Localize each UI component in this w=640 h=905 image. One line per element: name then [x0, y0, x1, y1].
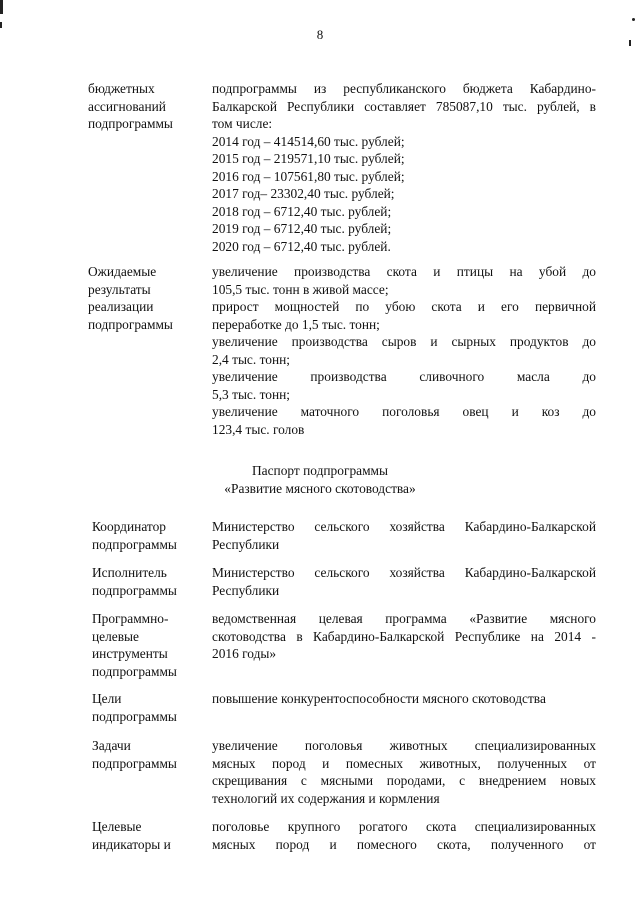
label-line: подпрограммы [88, 316, 173, 332]
content-line: Республики [212, 536, 280, 552]
scan-mark [0, 22, 2, 28]
budget-label [88, 80, 206, 133]
result-line: 105,5 тыс. тонн в живой массе; [212, 281, 389, 297]
goals-label [92, 690, 210, 725]
passport-heading [0, 462, 640, 497]
year-line: 2020 год – 6712,40 тыс. рублей. [212, 238, 391, 254]
content-line: повышение конкурентоспособности мясного скотоводства [212, 691, 546, 706]
label-line: индикаторы и [92, 836, 171, 852]
page-number: 8 [316, 27, 324, 42]
label-line: Ожидаемые [88, 264, 157, 279]
result-line: 2,4 тыс. тонн; [212, 351, 290, 367]
label-line: ассигнований [88, 98, 166, 114]
label-line: подпрограммы [92, 708, 177, 724]
result-line: переработке до 1,5 тыс. тонн; [212, 316, 380, 332]
label-line: Целевые [92, 819, 142, 834]
label-line: подпрограммы [88, 116, 173, 131]
budget-content [212, 80, 596, 255]
content-line: технологий их содержания и кормления [212, 790, 440, 806]
result-line: увеличение производства скота и птицы на убой до [212, 264, 596, 279]
result-line: увеличение производства сливочного масла до [212, 369, 596, 384]
instruments-content [212, 610, 596, 663]
content-line: скотоводства в Кабардино-Балкарской Республике на 2014 - [212, 628, 596, 644]
label-line: реализации [88, 299, 154, 314]
label-line: Задачи [92, 738, 131, 753]
label-line: подпрограммы [92, 536, 177, 552]
content-line: Министерство сельского хозяйства Кабардино-Балкарской [212, 519, 596, 534]
label-line: бюджетных [88, 81, 155, 96]
passport-title: Паспорт подпрограммы [251, 463, 389, 478]
label-line: Программно- [92, 611, 169, 626]
result-line: 5,3 тыс. тонн; [212, 386, 290, 402]
label-line: Координатор [92, 519, 166, 534]
content-line: 2016 годы» [212, 646, 277, 661]
label-line: подпрограммы [92, 663, 177, 679]
content-line: увеличение поголовья животных специализированных [212, 738, 596, 753]
year-line: 2019 год – 6712,40 тыс. рублей; [212, 221, 392, 236]
scan-mark [0, 0, 3, 14]
content-line: мясных пород и помесного скота, полученного от [212, 836, 596, 852]
scan-mark [632, 18, 635, 21]
content-line: Министерство сельского хозяйства Кабардино-Балкарской [212, 565, 596, 580]
content-line: ведомственная целевая программа «Развитие мясного [212, 611, 596, 626]
label-line: результаты [88, 281, 151, 297]
instruments-label [92, 610, 210, 680]
year-line: 2014 год – 414514,60 тыс. рублей; [212, 133, 405, 149]
results-content [212, 263, 596, 438]
label-line: подпрограммы [92, 582, 177, 598]
executor-label [92, 564, 210, 599]
result-line: увеличение производства сыров и сырных продуктов до [212, 334, 596, 349]
content-line: подпрограммы из республиканского бюджета Кабардино- [212, 81, 596, 96]
coordinator-content [212, 518, 596, 553]
scan-mark [629, 40, 631, 46]
result-line: увеличение маточного поголовья овец и коз до [212, 404, 596, 419]
content-line: том числе: [212, 116, 273, 131]
goals-content [212, 690, 596, 708]
coordinator-label [92, 518, 210, 553]
year-line: 2017 год– 23302,40 тыс. рублей; [212, 186, 395, 201]
result-line: 123,4 тыс. голов [212, 421, 305, 437]
executor-content [212, 564, 596, 599]
year-line: 2015 год – 219571,10 тыс. рублей; [212, 151, 405, 166]
label-line: инструменты [92, 646, 168, 661]
tasks-content [212, 737, 596, 807]
label-line: Исполнитель [92, 565, 167, 580]
content-line: поголовье крупного рогатого скота специализированных [212, 819, 596, 834]
content-line: Балкарской Республики составляет 785087,10 тыс. рублей, в [212, 98, 596, 114]
tasks-label [92, 737, 210, 772]
result-line: прирост мощностей по убою скота и его первичной [212, 299, 596, 314]
passport-subtitle: «Развитие мясного скотоводства» [224, 480, 416, 496]
content-line: Республики [212, 582, 280, 598]
label-line: подпрограммы [92, 755, 177, 771]
year-line: 2018 год – 6712,40 тыс. рублей; [212, 203, 392, 219]
indicators-label [92, 818, 210, 853]
content-line: скрещивания с мясными породами, с внедрением новых [212, 773, 596, 788]
label-line: целевые [92, 628, 139, 644]
content-line: мясных пород и помесных животных, полученных от [212, 755, 596, 771]
results-label [88, 263, 206, 333]
indicators-content [212, 818, 596, 853]
year-line: 2016 год – 107561,80 тыс. рублей; [212, 168, 405, 184]
label-line: Цели [92, 691, 122, 706]
